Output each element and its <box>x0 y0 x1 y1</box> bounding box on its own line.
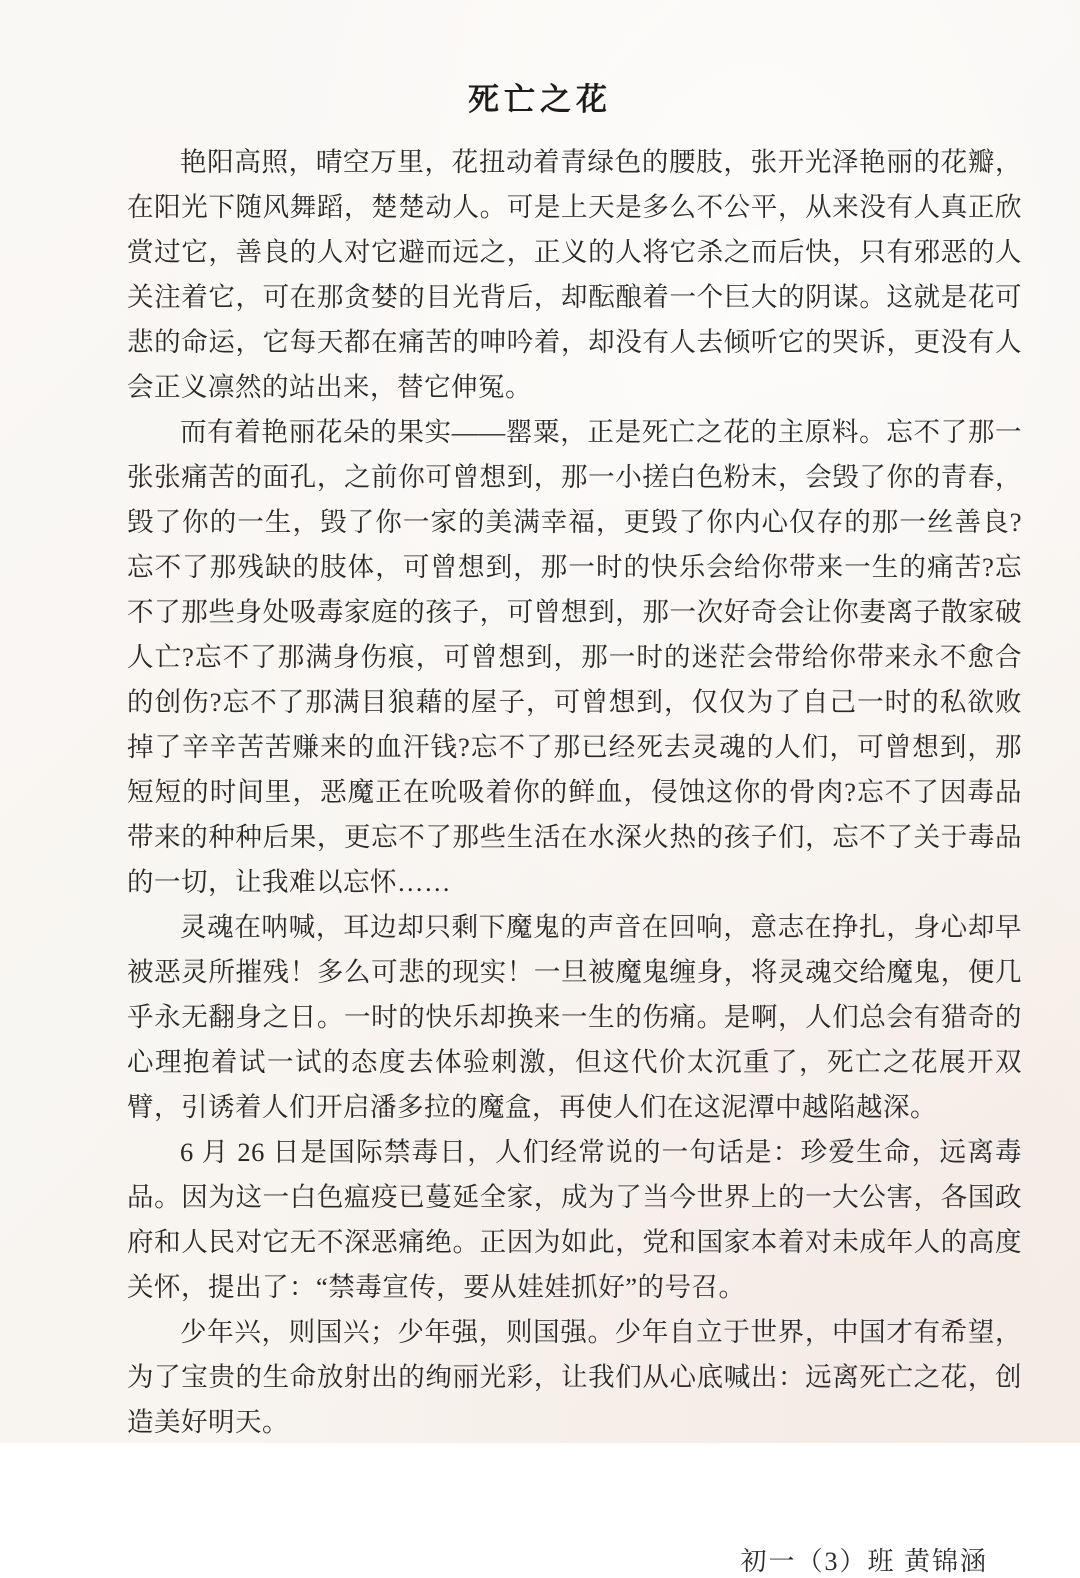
essay-paragraph-1: 艳阳高照，晴空万里，花扭动着青绿色的腰肢，张开光泽艳丽的花瓣，在阳光下随风舞蹈，楚楚动人。可是上天是多么不公平，从来没有人真正欣赏过它，善良的人对它避而远之，正义的人将它杀之而后快，只有邪恶的人关注着它，可在那贪婪的目光背后，却酝酿着一个巨大的阴谋。这就是花可悲的命运，它每天都在痛苦的呻吟着，却没有人去倾听它的哭诉，更没有人会正义凛然的站出来，替它伸冤。 <box>127 147 1022 402</box>
essay-body <box>127 140 1022 1445</box>
essay-paragraph-4: 6 月 26 日是国际禁毒日，人们经常说的一句话是：珍爱生命，远离毒品。因为这一白色瘟疫已蔓延全家，成为了当今世界上的一大公害，各国政府和人民对它无不深恶痛绝。正因为如此，党和国家本着对未成年人的高度关怀，提出了：“禁毒宣传，要从娃娃抓好”的号召。 <box>127 1137 1022 1302</box>
author-signature: 初一（3）班 黄锦涵 <box>740 1547 988 1576</box>
essay-paragraph-3: 灵魂在呐喊，耳边却只剩下魔鬼的声音在回响，意志在挣扎，身心却早被恶灵所摧残！多么可悲的现实！一旦被魔鬼缠身，将灵魂交给魔鬼，便几乎永无翻身之日。一时的快乐却换来一生的伤痛。是啊，人们总会有猎奇的心理抱着试一试的态度去体验刺激，但这代价太沉重了，死亡之花展开双臂，引诱着人们开启潘多拉的魔盒，再使人们在这泥潭中越陷越深。 <box>127 912 1022 1122</box>
essay-paragraph-5: 少年兴，则国兴；少年强，则国强。少年自立于世界，中国才有希望，为了宝贵的生命放射出的绚丽光彩，让我们从心底喊出：远离死亡之花，创造美好明天。 <box>127 1317 1022 1437</box>
essay-title: 死亡之花 <box>468 82 612 117</box>
essay-paragraph-2: 而有着艳丽花朵的果实——罂粟，正是死亡之花的主原料。忘不了那一张张痛苦的面孔，之前你可曾想到，那一小搓白色粉末，会毁了你的青春，毁了你的一生，毁了你一家的美满幸福，更毁了你内心仅存的那一丝善良?忘不了那残缺的肢体，可曾想到，那一时的快乐会给你带来一生的痛苦?忘不了那些身处吸毒家庭的孩子，可曾想到，那一次好奇会让你妻离子散家破人亡?忘不了那满身伤痕，可曾想到，那一时的迷茫会带给你带来永不愈合的创伤?忘不了那满目狼藉的屋子，可曾想到，仅仅为了自己一时的私欲败掉了辛辛苦苦赚来的血汗钱?忘不了那已经死去灵魂的人们，可曾想到，那短短的时间里，恶魔正在吮吸着你的鲜血，侵蚀这你的骨肉?忘不了因毒品带来的种种后果，更忘不了那些生活在水深火热的孩子们，忘不了关于毒品的一切，让我难以忘怀…… <box>127 417 1022 897</box>
